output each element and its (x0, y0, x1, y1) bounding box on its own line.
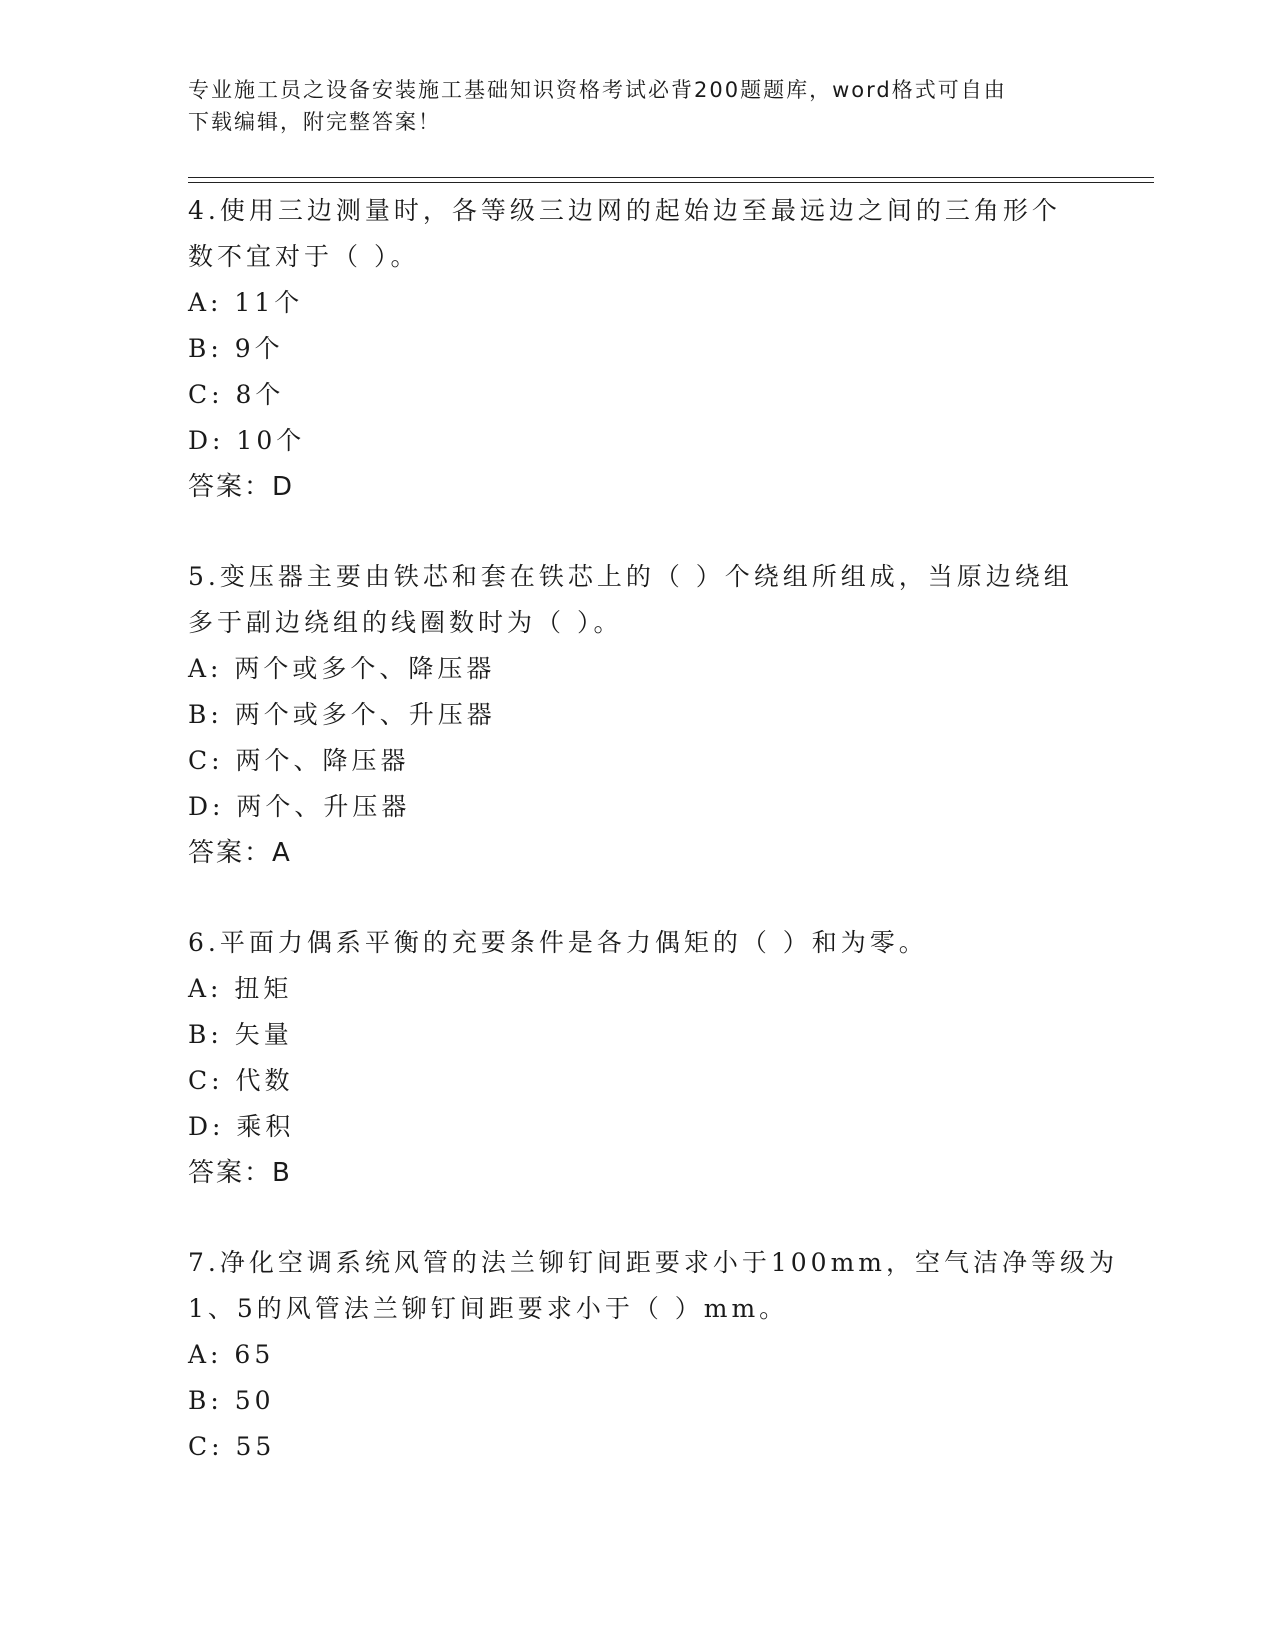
option-c: C: 55 (188, 1432, 276, 1461)
option-a: A: 65 (188, 1340, 275, 1369)
option-a: A: 11个 (188, 288, 304, 317)
option-d: D: 10个 (188, 426, 306, 455)
document-header (188, 74, 1068, 138)
option-d: D: 乘积 (188, 1112, 295, 1141)
question-6 (188, 920, 1088, 1196)
question-7 (188, 1240, 1118, 1470)
header-divider-top (188, 177, 1154, 178)
option-b: B: 两个或多个、升压器 (188, 700, 496, 729)
option-c: C: 8个 (188, 380, 285, 409)
option-c: C: 代数 (188, 1066, 294, 1095)
option-d: D: 两个、升压器 (188, 792, 411, 821)
question-stem-line: 5.变压器主要由铁芯和套在铁芯上的（ ）个绕组所组成，当原边绕组 (188, 562, 1073, 591)
header-line-1: 专业施工员之设备安装施工基础知识资格考试必背200题题库，word格式可自由 (188, 78, 1007, 102)
option-b: B: 9个 (188, 334, 284, 363)
question-list (188, 188, 1118, 1514)
option-c: C: 两个、降压器 (188, 746, 410, 775)
answer: 答案：D (188, 472, 295, 502)
answer: 答案：A (188, 838, 292, 868)
question-stem-line: 4.使用三边测量时，各等级三边网的起始边至最远边之间的三角形个 (188, 196, 1061, 225)
question-5 (188, 554, 1088, 876)
question-stem-line: 多于副边绕组的线圈数时为（ ）。 (188, 608, 623, 637)
option-b: B: 50 (188, 1386, 275, 1415)
option-b: B: 矢量 (188, 1020, 293, 1049)
option-a: A: 扭矩 (188, 974, 293, 1003)
answer: 答案：B (188, 1158, 292, 1188)
question-stem-line: 1、5的风管法兰铆钉间距要求小于（ ）mm。 (188, 1294, 789, 1323)
question-stem-line: 7.净化空调系统风管的法兰铆钉间距要求小于100mm，空气洁净等级为 (188, 1248, 1118, 1277)
header-divider-bottom (188, 182, 1154, 183)
question-stem-line: 6.平面力偶系平衡的充要条件是各力偶矩的（ ）和为零。 (188, 928, 928, 957)
header-line-2: 下载编辑，附完整答案！ (188, 110, 441, 134)
option-a: A: 两个或多个、降压器 (188, 654, 496, 683)
question-4 (188, 188, 1088, 510)
question-stem-line: 数不宜对于（ ）。 (188, 242, 420, 271)
